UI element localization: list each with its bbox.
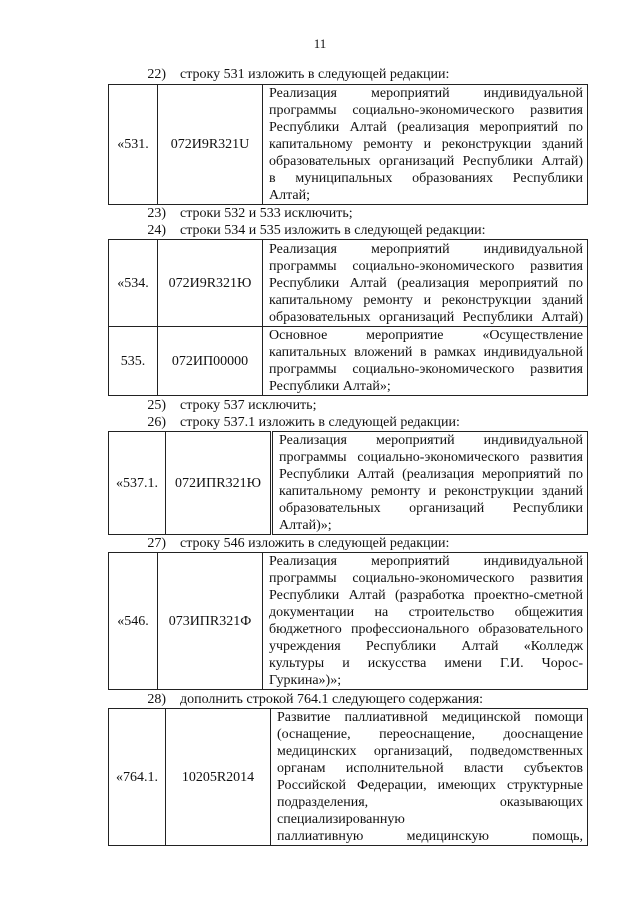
description-line: Гуркина»)»; — [269, 673, 342, 688]
description-line: Алтай; — [269, 188, 310, 203]
description-line: Республики Алтай (реализация мероприятий по — [269, 275, 583, 291]
description-line: Основное мероприятие «Осуществление — [269, 328, 583, 343]
description-line: Республики Алтай (реализация мероприятий по — [279, 467, 583, 482]
description-line: в муниципальных образованиях Республики — [269, 171, 583, 186]
row-code: 072ИП00000 — [158, 327, 263, 396]
description-line: Реализация мероприятий индивидуальной — [269, 554, 583, 569]
list-item — [108, 691, 588, 708]
list-item — [108, 222, 588, 239]
description-line: культуры и искусства имени Г.И. Чорос- — [269, 656, 583, 671]
row-code: 10205R2014 — [166, 709, 271, 846]
item-number: 24) — [147, 223, 166, 238]
description-line: Реализация мероприятий индивидуальной — [269, 86, 583, 101]
table-row — [108, 239, 588, 396]
description-line: учреждения Республики Алтай «Колледж — [269, 639, 583, 654]
description-line: медицинских организаций, подведомственных — [277, 744, 583, 759]
item-number: 22) — [147, 67, 166, 82]
row-description — [271, 709, 588, 846]
row-number: «537.1. — [109, 432, 166, 535]
row-description — [263, 327, 588, 396]
description-line: органам исполнительной власти субъектов — [277, 761, 583, 776]
description-line: образовательных организаций Республики — [279, 501, 583, 516]
description-line: (оснащение, переоснащение, дооснащение — [277, 727, 583, 742]
row-code: 073ИПR321Ф — [158, 553, 263, 690]
description-line: программы социально-экономического развития — [269, 103, 583, 118]
table-row — [108, 708, 588, 846]
row-number: «534. — [109, 240, 158, 327]
description-line: Реализация мероприятий индивидуальной — [279, 433, 583, 448]
table-row — [108, 552, 588, 690]
description-line: капитальному ремонту и реконструкции зданий — [279, 484, 583, 499]
list-item — [108, 414, 588, 431]
row-number: 535. — [109, 327, 158, 396]
description-line: капитальных вложений в рамках индивидуальной — [269, 345, 583, 360]
description-line: Республики Алтай»; — [269, 379, 391, 394]
description-line: Республики Алтай (реализация мероприятий по — [269, 120, 583, 135]
description-line: программы социально-экономического развития — [269, 258, 583, 274]
description-line: Российской Федерации, имеющих структурные — [277, 778, 583, 793]
description-line: Республики Алтай (разработка проектно-сметной — [269, 588, 583, 603]
list-item — [108, 397, 588, 414]
table-row — [108, 431, 588, 535]
list-item — [108, 205, 588, 222]
row-code: 072И9R321Ю — [158, 240, 263, 327]
item-number: 23) — [147, 206, 166, 221]
row-code: 072ИПR321Ю — [166, 432, 272, 535]
item-number: 28) — [147, 692, 166, 707]
description-line: капитальному ремонту и реконструкции зданий — [269, 137, 583, 152]
description-line: Алтай)»; — [279, 518, 332, 533]
item-text: строку 546 изложить в следующей редакции: — [180, 536, 450, 551]
row-number: «531. — [109, 85, 158, 205]
item-text: строки 532 и 533 исключить; — [180, 206, 353, 221]
row-description — [272, 432, 588, 535]
description-line: капитальному ремонту и реконструкции зданий — [269, 292, 583, 308]
list-item — [108, 66, 588, 83]
description-line: Реализация мероприятий индивидуальной — [269, 241, 583, 257]
description-line: программы социально-экономического развития — [269, 362, 583, 377]
row-description — [263, 85, 588, 205]
description-line: бюджетного профессионального образовательного — [269, 622, 583, 637]
page-number: 11 — [313, 36, 327, 51]
description-line: подразделения, оказывающих специализированную — [277, 795, 583, 827]
description-line: образовательных организаций Республики Алтай) — [269, 309, 583, 325]
row-description — [263, 553, 588, 690]
description-line: программы социально-экономического развития — [269, 571, 583, 586]
list-item — [108, 535, 588, 552]
row-number: «546. — [109, 553, 158, 690]
description-line: паллиативную медицинскую помощь, — [277, 829, 583, 844]
item-text: строку 537 исключить; — [180, 398, 317, 413]
item-number: 27) — [147, 536, 166, 551]
row-description — [263, 240, 588, 327]
table-row — [108, 84, 588, 205]
row-code: 072И9R321U — [158, 85, 263, 205]
description-line: Развитие паллиативной медицинской помощи — [277, 710, 583, 725]
item-text: строки 534 и 535 изложить в следующей редакции: — [180, 223, 486, 238]
item-number: 26) — [147, 415, 166, 430]
item-text: строку 531 изложить в следующей редакции: — [180, 67, 450, 82]
row-number: «764.1. — [109, 709, 166, 846]
description-line: образовательных организаций Республики Алтай) — [269, 154, 583, 169]
item-text: строку 537.1 изложить в следующей редакции: — [180, 415, 460, 430]
item-number: 25) — [147, 398, 166, 413]
description-line: документации на строительство общежития — [269, 605, 583, 620]
description-line: программы социально-экономического развития — [279, 450, 583, 465]
item-text: дополнить строкой 764.1 следующего содержания: — [180, 692, 484, 707]
